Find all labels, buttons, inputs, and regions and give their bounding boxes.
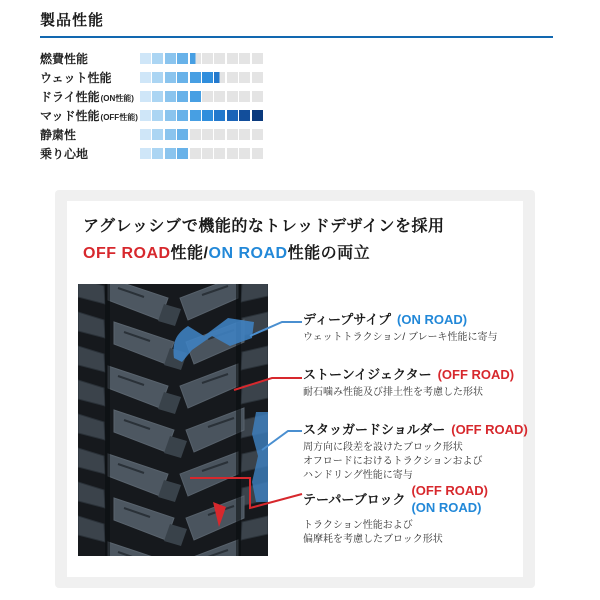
performance-label: ドライ性能(ON性能) (40, 89, 134, 104)
subheading-part: 性能の両立 (287, 245, 371, 262)
subheading-part: OFF ROAD (83, 245, 171, 262)
callout-title-row (303, 421, 538, 438)
rating-cell (239, 72, 250, 83)
rating-cell (202, 91, 213, 102)
rating-cell (239, 110, 250, 121)
callout-title: ディープサイプ (303, 312, 392, 327)
callout-description: 周方向に段差を設けたブロック形状 オフロードにおけるトラクションおよび ハンドリング性能に寄与 (303, 442, 483, 481)
rating-cell (190, 148, 201, 159)
rating-cell (227, 53, 238, 64)
rating-bar (140, 91, 263, 102)
rating-cell (252, 91, 263, 102)
rating-cell (214, 110, 225, 121)
rating-cell (227, 148, 238, 159)
performance-label: 乗り心地 (40, 146, 89, 161)
rating-cell (140, 129, 151, 140)
tire-tread-image (78, 284, 268, 556)
callout (303, 482, 538, 547)
rating-cell (252, 148, 263, 159)
callout-description: 耐石噛み性能及び排土性を考慮した形状 (303, 387, 483, 398)
rating-cell (165, 148, 176, 159)
subheading-part: 性能/ (170, 245, 209, 262)
performance-row (40, 147, 560, 159)
rating-cell (140, 148, 151, 159)
rating-cell (214, 148, 225, 159)
callout-title-row (303, 366, 538, 383)
performance-label-suffix: (ON性能) (100, 93, 134, 103)
callout-tags (411, 482, 488, 516)
road-type-tag: (OFF ROAD) (411, 483, 488, 498)
callout-title: ストーンイジェクター (303, 367, 432, 382)
rating-bar (140, 129, 263, 140)
performance-row (40, 128, 560, 140)
road-type-tag: (ON ROAD) (397, 312, 468, 327)
callout-description: トラクション性能および 偏摩耗を考慮したブロック形状 (303, 520, 443, 545)
callout (303, 311, 538, 345)
rating-cell (140, 72, 151, 83)
performance-label: ウェット性能 (40, 70, 112, 85)
rating-cell (152, 110, 163, 121)
rating-cell (190, 110, 201, 121)
rating-cell (177, 72, 188, 83)
rating-cell (202, 110, 213, 121)
tire-groove-left (105, 284, 110, 556)
rating-bar (140, 72, 263, 83)
road-type-tag: (ON ROAD) (411, 500, 482, 515)
rating-cell (152, 72, 163, 83)
rating-cell (177, 148, 188, 159)
rating-cell (239, 148, 250, 159)
road-type-tag: (OFF ROAD) (437, 367, 515, 382)
rating-cell (140, 110, 151, 121)
callout-title-row (303, 482, 538, 516)
callout (303, 366, 538, 400)
subheading-part: ON ROAD (208, 245, 288, 262)
performance-label: マッド性能(OFF性能) (40, 108, 138, 123)
rating-cell (227, 129, 238, 140)
rating-bar (140, 110, 263, 121)
callout (303, 421, 538, 483)
page-title: 製品性能 (40, 12, 105, 29)
rating-cell (214, 53, 225, 64)
rating-cell (140, 53, 151, 64)
rating-cell (140, 91, 151, 102)
rating-cell (252, 129, 263, 140)
feature-heading: アグレッシブで機能的なトレッドデザインを採用 (83, 218, 445, 235)
performance-label: 燃費性能 (40, 51, 89, 66)
callout-title-row (303, 311, 538, 328)
rating-cell (152, 53, 163, 64)
rating-cell (214, 91, 225, 102)
rating-cell (227, 110, 238, 121)
performance-row (40, 90, 560, 102)
rating-cell (152, 148, 163, 159)
rating-cell (165, 72, 176, 83)
title-underline (40, 36, 553, 38)
callout-title: スタッガードショルダー (303, 422, 446, 437)
rating-cell (252, 72, 263, 83)
rating-cell (227, 91, 238, 102)
rating-cell (239, 129, 250, 140)
callout-title: テーパーブロック (303, 491, 406, 507)
rating-cell (190, 91, 201, 102)
feature-subheading (83, 240, 370, 263)
rating-cell (177, 53, 188, 64)
rating-cell (165, 53, 176, 64)
rating-cell (202, 129, 213, 140)
performance-label: 静粛性 (40, 127, 77, 142)
rating-cell (214, 72, 225, 83)
rating-cell (190, 53, 201, 64)
road-type-tag: (OFF ROAD) (451, 422, 528, 437)
rating-cell (152, 91, 163, 102)
rating-cell (252, 53, 263, 64)
performance-label-suffix: (OFF性能) (100, 112, 138, 122)
performance-row (40, 71, 560, 83)
rating-cell (165, 110, 176, 121)
rating-cell (202, 72, 213, 83)
rating-bar (140, 148, 263, 159)
rating-cell (227, 72, 238, 83)
rating-cell (165, 91, 176, 102)
rating-bar (140, 53, 263, 64)
rating-cell (177, 91, 188, 102)
rating-cell (177, 110, 188, 121)
performance-ratings (40, 52, 560, 166)
rating-cell (165, 129, 176, 140)
rating-cell (252, 110, 263, 121)
rating-cell (190, 129, 201, 140)
rating-cell (239, 91, 250, 102)
callout-description: ウェットトラクション/ ブレーキ性能に寄与 (303, 332, 498, 343)
rating-cell (202, 53, 213, 64)
performance-row (40, 52, 560, 64)
rating-cell (214, 129, 225, 140)
rating-cell (202, 148, 213, 159)
rating-cell (239, 53, 250, 64)
rating-cell (152, 129, 163, 140)
rating-cell (190, 72, 201, 83)
rating-cell (177, 129, 188, 140)
performance-row (40, 109, 560, 121)
